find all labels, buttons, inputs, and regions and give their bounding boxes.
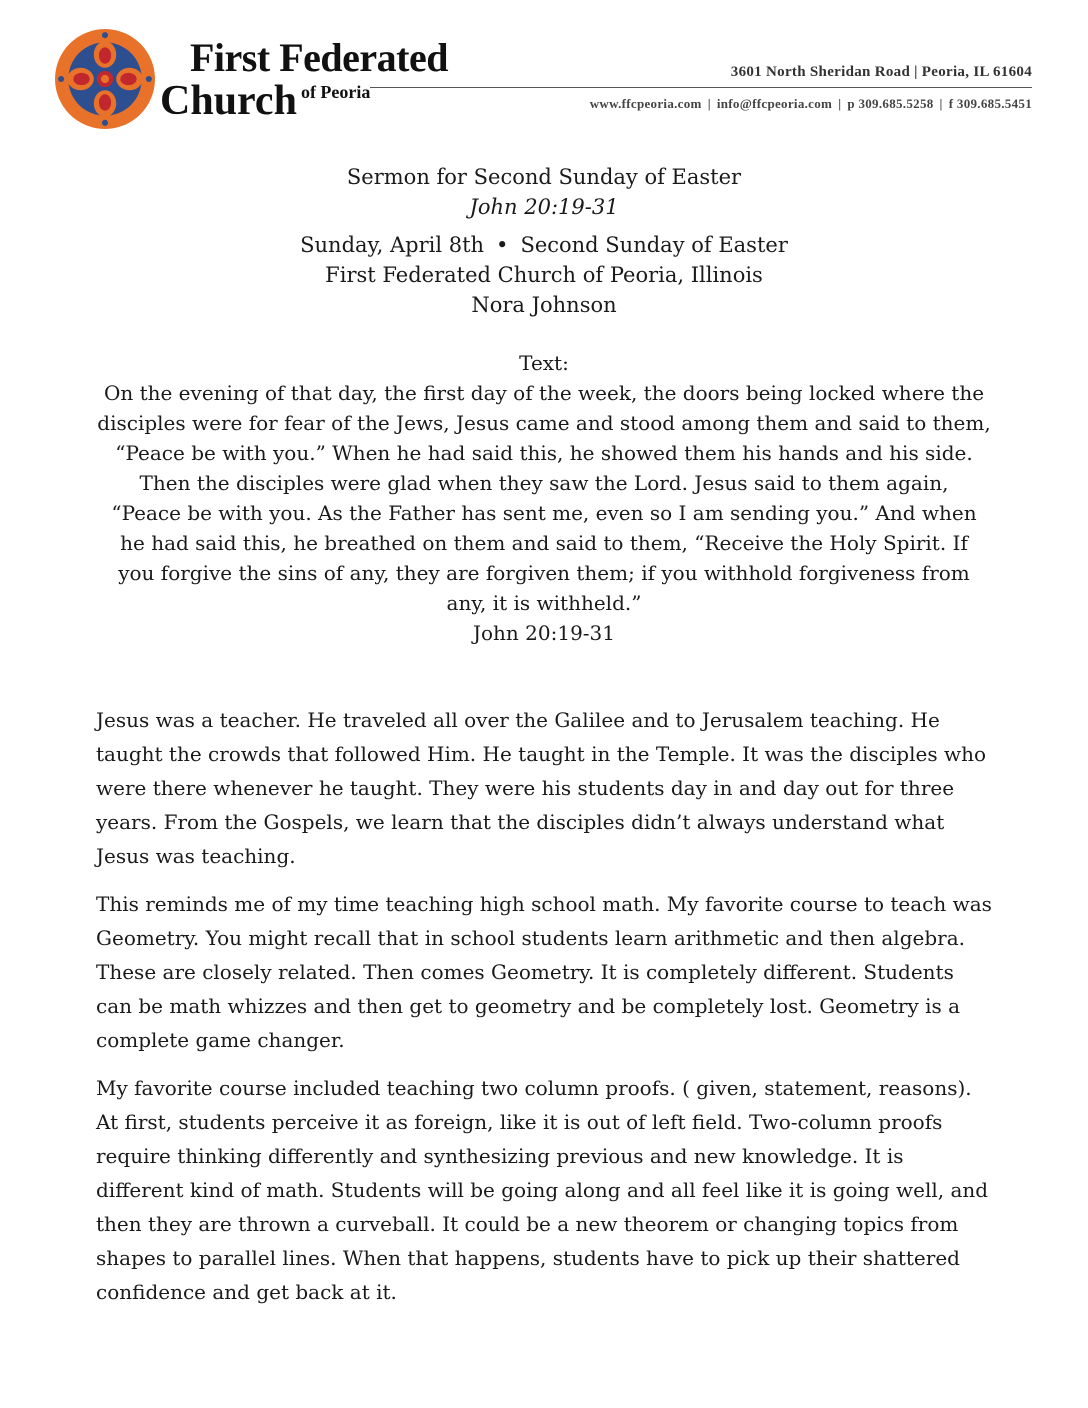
sermon-date-line [0, 230, 1088, 260]
body-paragraph: This reminds me of my time teaching high school math. My favorite course to teach was Geometry. You might recall that in school students learn arithmetic and then algebra. These are closely related. Then comes Geometry. It is completely different. Students can be math whizzes and then get to geometry and be completely lost. Geometry is a complete game changer. [96, 892, 992, 1052]
church-name-line2 [160, 80, 370, 122]
reading-line: any, it is withheld.” [446, 591, 642, 615]
reading-citation: John 20:19-31 [472, 621, 616, 645]
church-name-word: Church [160, 78, 297, 124]
email-link[interactable]: info@ffcpeoria.com [716, 96, 833, 111]
contact-line: www.ffcpeoria.com | info@ffcpeoria.com | p 309.685.5258 | f 309.685.5451 [589, 96, 1032, 111]
church-logo-icon [54, 28, 156, 130]
letterhead [0, 0, 1088, 140]
sermon-title-block [0, 162, 1088, 222]
reading-label: Text: [519, 351, 569, 375]
reading-line: “Peace be with you. As the Father has sent me, even so I am sending you.” And when [111, 501, 977, 525]
reading-line: you forgive the sins of any, they are forgiven them; if you withhold forgiveness from [118, 561, 970, 585]
reading-line: he had said this, he breathed on them and said to them, “Receive the Holy Spirit. If [120, 531, 968, 555]
sermon-date: Sunday, April 8th [300, 233, 485, 257]
reading-line: On the evening of that day, the first day of the week, the doors being locked where the [103, 381, 985, 405]
scripture-reading [80, 348, 1008, 648]
church-name-city: of Peoria [300, 82, 371, 102]
bullet-separator: • [496, 233, 509, 257]
reading-line: “Peace be with you.” When he had said this, he showed them his hands and his side. [115, 441, 973, 465]
sermon-scripture-ref: John 20:19-31 [469, 195, 619, 219]
reading-line: disciples were for fear of the Jews, Jesus came and stood among them and said to them, [97, 411, 991, 435]
body-paragraph: Jesus was a teacher. He traveled all over the Galilee and to Jerusalem teaching. He taught the crowds that followed Him. He taught in the Temple. It was the disciples who were there whenever he taught. They were his students day in and day out for three years. From the Gospels, we learn that the disciples didn’t always understand what Jesus was teaching. [96, 708, 986, 868]
body-paragraph: My favorite course included teaching two column proofs. ( given, statement, reasons). At first, students perceive it as foreign, like it is out of left field. Two-column proofs require thinking differently and synthesizing previous and new knowledge. It is different kind of math. Students will be going along and all feel like it is going well, and then they are thrown a curveball. It could be a new theorem or changing topics from shapes to parallel lines. When that happens, students have to pick up their shattered confidence and get back at it. [96, 1076, 989, 1304]
sermon-body [96, 703, 996, 1323]
preacher-name: Nora Johnson [471, 293, 617, 317]
church-name-line1: First Federated [190, 35, 448, 80]
church-location: First Federated Church of Peoria, Illinois [325, 263, 763, 287]
fax-number: f 309.685.5451 [948, 96, 1032, 111]
sermon-meta-block [0, 230, 1088, 320]
sermon-title: Sermon for Second Sunday of Easter [346, 165, 742, 189]
phone-number: p 309.685.5258 [847, 96, 934, 111]
sermon-occasion: Second Sunday of Easter [520, 233, 788, 257]
header-divider [370, 87, 1032, 88]
website-link[interactable]: www.ffcpeoria.com [589, 96, 702, 111]
church-address: 3601 North Sheridan Road | Peoria, IL 61604 [730, 64, 1032, 80]
reading-line: Then the disciples were glad when they saw the Lord. Jesus said to them again, [139, 471, 949, 495]
